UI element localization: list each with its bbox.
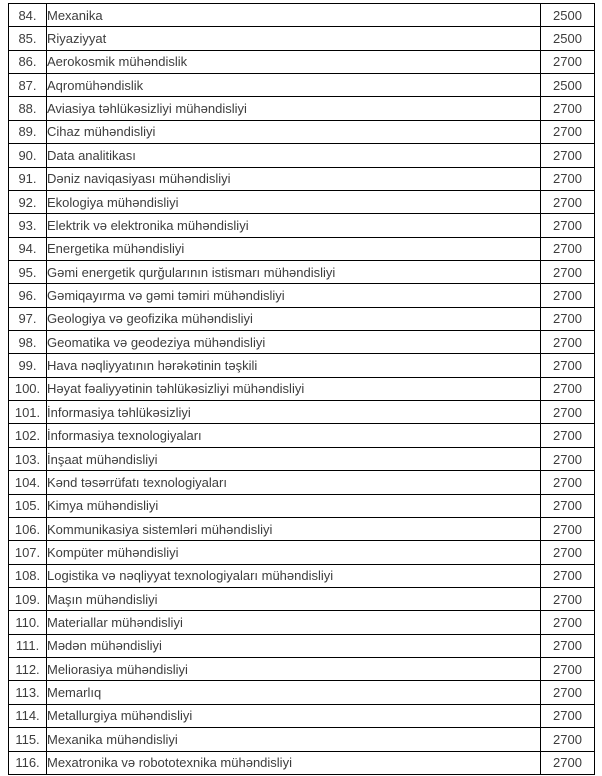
program-name: Kompüter mühəndisliyi [47,541,541,564]
fee-value: 2700 [541,307,595,330]
row-number: 96. [9,284,47,307]
fee-value: 2700 [541,658,595,681]
table-row [9,401,595,424]
row-number: 91. [9,167,47,190]
program-name: Data analitikası [47,144,541,167]
row-number: 85. [9,27,47,50]
row-number: 109. [9,587,47,610]
table-row [9,611,595,634]
table-row [9,447,595,470]
fee-value: 2700 [541,354,595,377]
fee-value: 2700 [541,494,595,517]
table-row [9,190,595,213]
row-number: 115. [9,728,47,751]
program-name: Mexatronika və robototexnika mühəndisliyi [47,751,541,774]
program-name: Dəniz naviqasiyası mühəndisliyi [47,167,541,190]
fee-value: 2700 [541,50,595,73]
table-row [9,284,595,307]
program-name: Energetika mühəndisliyi [47,237,541,260]
row-number: 104. [9,471,47,494]
table-row [9,517,595,540]
row-number: 114. [9,704,47,727]
table-row [9,634,595,657]
row-number: 108. [9,564,47,587]
fee-value: 2700 [541,634,595,657]
row-number: 93. [9,214,47,237]
row-number: 110. [9,611,47,634]
fee-value: 2700 [541,471,595,494]
program-name: Ekologiya mühəndisliyi [47,190,541,213]
row-number: 111. [9,634,47,657]
table-row [9,144,595,167]
program-name: Geomatika və geodeziya mühəndisliyi [47,331,541,354]
fee-value: 2700 [541,237,595,260]
fee-value: 2700 [541,377,595,400]
table-row [9,307,595,330]
row-number: 99. [9,354,47,377]
program-name: Gəmi energetik qurğularının istismarı mühəndisliyi [47,260,541,283]
program-name: Aqromühəndislik [47,74,541,97]
fee-value: 2700 [541,517,595,540]
row-number: 103. [9,447,47,470]
row-number: 88. [9,97,47,120]
fee-value: 2700 [541,611,595,634]
fee-value: 2700 [541,587,595,610]
table-row [9,587,595,610]
row-number: 105. [9,494,47,517]
row-number: 98. [9,331,47,354]
table-row [9,658,595,681]
table-row [9,27,595,50]
table-row [9,704,595,727]
table-row [9,354,595,377]
table-row [9,424,595,447]
program-name: Gəmiqayırma və gəmi təmiri mühəndisliyi [47,284,541,307]
table-row [9,4,595,27]
program-name: İnformasiya təhlükəsizliyi [47,401,541,424]
program-name: Memarlıq [47,681,541,704]
fee-value: 2700 [541,214,595,237]
table-row [9,728,595,751]
fee-value: 2700 [541,284,595,307]
program-name: Həyat fəaliyyətinin təhlükəsizliyi mühəndisliyi [47,377,541,400]
fee-value: 2700 [541,120,595,143]
table-row [9,377,595,400]
program-name: Riyaziyyat [47,27,541,50]
row-number: 112. [9,658,47,681]
program-name: Mexanika [47,4,541,27]
row-number: 101. [9,401,47,424]
row-number: 86. [9,50,47,73]
fee-value: 2700 [541,331,595,354]
program-name: Kənd təsərrüfatı texnologiyaları [47,471,541,494]
table-row [9,471,595,494]
table-body [9,4,595,775]
fee-value: 2700 [541,401,595,424]
fee-value: 2700 [541,190,595,213]
program-name: İnşaat mühəndisliyi [47,447,541,470]
fee-value: 2500 [541,4,595,27]
table-row [9,214,595,237]
row-number: 94. [9,237,47,260]
fee-value: 2700 [541,751,595,774]
program-name: İnformasiya texnologiyaları [47,424,541,447]
fee-value: 2700 [541,541,595,564]
program-name: Geologiya və geofizika mühəndisliyi [47,307,541,330]
fee-value: 2700 [541,564,595,587]
row-number: 90. [9,144,47,167]
program-name: Mexanika mühəndisliyi [47,728,541,751]
row-number: 113. [9,681,47,704]
table-row [9,97,595,120]
fee-value: 2700 [541,447,595,470]
table-row [9,494,595,517]
table-row [9,331,595,354]
program-name: Metallurgiya mühəndisliyi [47,704,541,727]
row-number: 116. [9,751,47,774]
program-name: Elektrik və elektronika mühəndisliyi [47,214,541,237]
table-row [9,541,595,564]
row-number: 100. [9,377,47,400]
program-name: Maşın mühəndisliyi [47,587,541,610]
table-row [9,681,595,704]
fee-value: 2700 [541,704,595,727]
program-name: Kommunikasiya sistemləri mühəndisliyi [47,517,541,540]
fee-value: 2700 [541,144,595,167]
table-row [9,74,595,97]
row-number: 97. [9,307,47,330]
table-row [9,237,595,260]
program-name: Materiallar mühəndisliyi [47,611,541,634]
program-name: Meliorasiya mühəndisliyi [47,658,541,681]
table-row [9,751,595,774]
program-name: Mədən mühəndisliyi [47,634,541,657]
table-row [9,167,595,190]
fee-value: 2700 [541,681,595,704]
row-number: 87. [9,74,47,97]
fee-value: 2700 [541,97,595,120]
row-number: 107. [9,541,47,564]
program-name: Hava nəqliyyatının hərəkətinin təşkili [47,354,541,377]
program-name: Kimya mühəndisliyi [47,494,541,517]
program-name: Logistika və nəqliyyat texnologiyaları mühəndisliyi [47,564,541,587]
fee-value: 2700 [541,167,595,190]
fee-value: 2700 [541,260,595,283]
fee-value: 2500 [541,74,595,97]
row-number: 106. [9,517,47,540]
program-name: Aerokosmik mühəndislik [47,50,541,73]
program-name: Cihaz mühəndisliyi [47,120,541,143]
fee-value: 2700 [541,728,595,751]
table-row [9,564,595,587]
fee-value: 2700 [541,424,595,447]
row-number: 102. [9,424,47,447]
fee-value: 2500 [541,27,595,50]
row-number: 92. [9,190,47,213]
table-row [9,260,595,283]
program-name: Aviasiya təhlükəsizliyi mühəndisliyi [47,97,541,120]
row-number: 84. [9,4,47,27]
row-number: 95. [9,260,47,283]
table-row [9,50,595,73]
fee-table [8,3,595,775]
row-number: 89. [9,120,47,143]
table-row [9,120,595,143]
